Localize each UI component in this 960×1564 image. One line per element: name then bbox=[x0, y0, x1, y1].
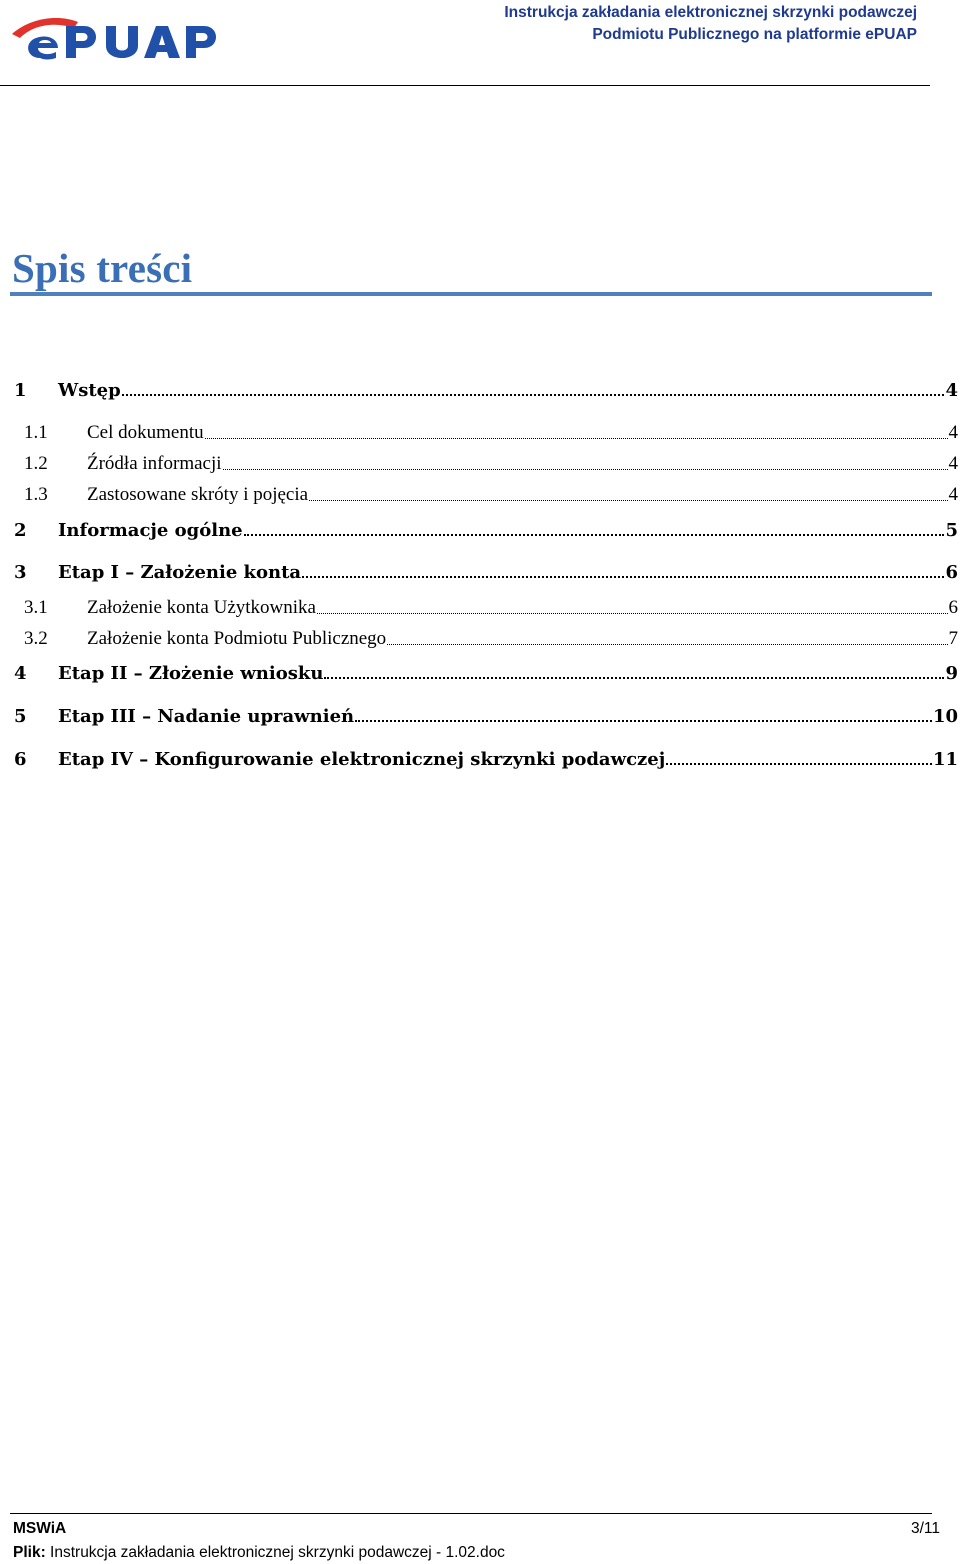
toc-entry-title: Etap III – Nadanie uprawnień bbox=[58, 706, 355, 727]
toc-entry-page: 10 bbox=[932, 706, 958, 727]
toc-entry-chapter[interactable] bbox=[0, 749, 960, 779]
toc-entry-title: Cel dokumentu bbox=[87, 422, 204, 443]
toc-entry-title: Informacje ogólne bbox=[58, 520, 243, 541]
toc-leader-dots bbox=[324, 677, 944, 679]
footer-file-name: Instrukcja zakładania elektronicznej skrzynki podawczej - 1.02.doc bbox=[50, 1544, 505, 1561]
toc-entry-section[interactable] bbox=[0, 597, 960, 627]
toc-entry-section[interactable] bbox=[0, 628, 960, 658]
toc-leader-dots bbox=[302, 576, 944, 578]
toc-entry-section[interactable] bbox=[0, 484, 960, 514]
toc-entry-page: 4 bbox=[945, 380, 958, 401]
toc-entry-title: Założenie konta Użytkownika bbox=[87, 597, 316, 618]
toc-entry-page: 4 bbox=[948, 484, 958, 505]
toc-entry-section[interactable] bbox=[0, 453, 960, 483]
toc-entry-title: Wstęp bbox=[58, 380, 121, 401]
toc-entry-page: 5 bbox=[945, 520, 958, 541]
toc-entry-title: Etap I – Założenie konta bbox=[58, 562, 302, 583]
toc-entry-title: Zastosowane skróty i pojęcia bbox=[87, 484, 309, 505]
footer-organization: MSWiA bbox=[13, 1520, 67, 1537]
toc-entry-page: 6 bbox=[945, 562, 958, 583]
toc-entry-number: 3 bbox=[14, 562, 27, 583]
toc-entry-title: Źródła informacji bbox=[87, 453, 222, 474]
toc-entry-title: Założenie konta Podmiotu Publicznego bbox=[87, 628, 387, 649]
page-header bbox=[0, 0, 960, 90]
toc-entry-chapter[interactable] bbox=[0, 562, 960, 592]
toc-entry-number: 5 bbox=[14, 706, 27, 727]
epuap-logo bbox=[10, 12, 225, 68]
toc-leader-dots bbox=[355, 720, 932, 722]
toc-entry-number: 1.3 bbox=[24, 484, 48, 505]
toc-entry-chapter[interactable] bbox=[0, 663, 960, 693]
toc-entry-title: Etap II – Złożenie wniosku bbox=[58, 663, 324, 684]
toc-leader-dots bbox=[666, 763, 932, 765]
header-title-line2: Podmiotu Publicznego na platformie ePUAP bbox=[592, 26, 917, 43]
toc-entry-page: 4 bbox=[948, 422, 958, 443]
toc-leader-dots bbox=[223, 469, 948, 470]
toc-entry-chapter[interactable] bbox=[0, 380, 960, 410]
toc-entry-section[interactable] bbox=[0, 422, 960, 452]
toc-entry-number: 3.2 bbox=[24, 628, 48, 649]
header-divider bbox=[0, 85, 930, 86]
toc-entry-chapter[interactable] bbox=[0, 706, 960, 736]
toc-leader-dots bbox=[122, 394, 945, 396]
page-number: 3/11 bbox=[910, 1520, 940, 1537]
toc-entry-title: Etap IV – Konfigurowanie elektronicznej skrzynki podawczej bbox=[58, 749, 666, 770]
toc-heading: Spis treści bbox=[12, 245, 193, 291]
toc-entry-page: 6 bbox=[948, 597, 958, 618]
toc-heading-underline bbox=[10, 292, 932, 296]
toc-entry-chapter[interactable] bbox=[0, 520, 960, 550]
toc-leader-dots bbox=[244, 534, 945, 536]
toc-entry-number: 1 bbox=[14, 380, 27, 401]
toc-entry-number: 2 bbox=[14, 520, 27, 541]
toc-entry-page: 9 bbox=[945, 663, 958, 684]
footer-file-label: Plik: bbox=[13, 1544, 46, 1561]
toc-leader-dots bbox=[387, 644, 947, 645]
toc-entry-page: 7 bbox=[948, 628, 958, 649]
toc-entry-number: 1.2 bbox=[24, 453, 48, 474]
header-title-line1: Instrukcja zakładania elektronicznej skrzynki podawczej bbox=[504, 4, 917, 21]
toc-entry-number: 6 bbox=[14, 749, 27, 770]
footer-divider bbox=[10, 1513, 932, 1514]
footer-file-info bbox=[13, 1544, 505, 1562]
toc-leader-dots bbox=[205, 438, 948, 439]
toc-leader-dots bbox=[317, 613, 948, 614]
toc-entry-page: 11 bbox=[932, 749, 958, 770]
toc-leader-dots bbox=[309, 500, 947, 501]
document-header-title bbox=[504, 2, 917, 46]
toc-entry-number: 4 bbox=[14, 663, 27, 684]
toc-entry-number: 3.1 bbox=[24, 597, 48, 618]
toc-entry-page: 4 bbox=[948, 453, 958, 474]
toc-entry-number: 1.1 bbox=[24, 422, 48, 443]
